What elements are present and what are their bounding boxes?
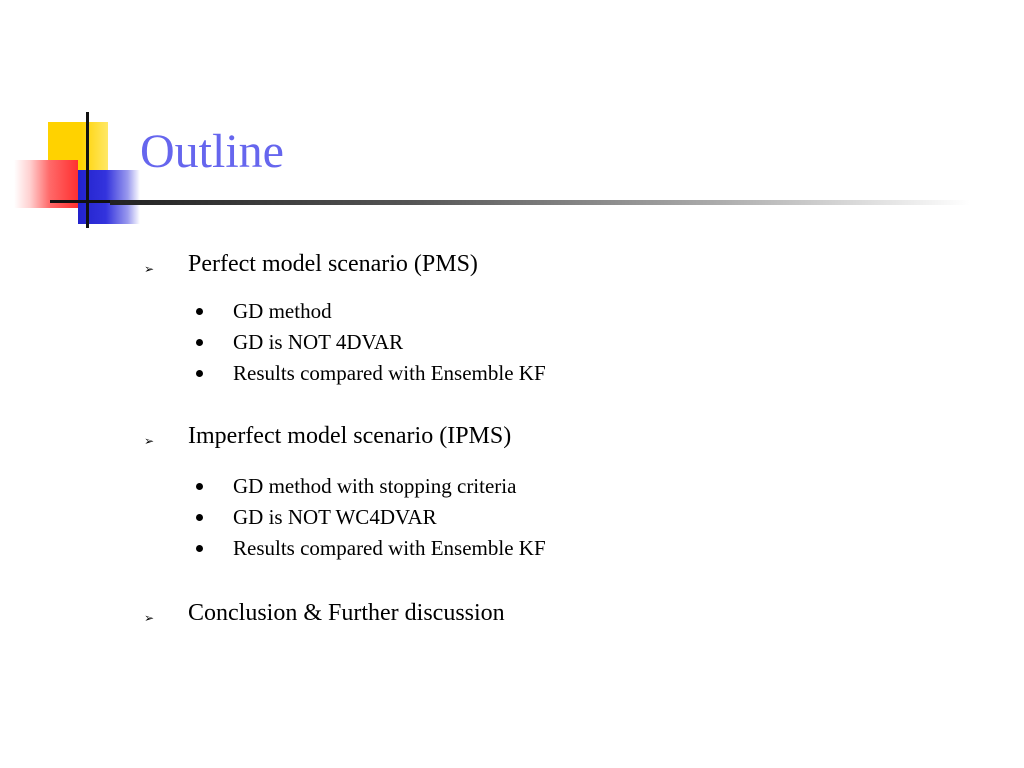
list-item: GD is NOT WC4DVAR xyxy=(233,505,437,529)
arrowhead-icon: ➢ xyxy=(144,611,155,625)
list-item: Results compared with Ensemble KF xyxy=(233,361,546,385)
section-heading: Conclusion & Further discussion xyxy=(188,600,505,626)
list-item: GD method xyxy=(233,299,332,323)
vertical-line-shape xyxy=(86,112,89,228)
bullet-dot-icon xyxy=(196,514,203,521)
section-heading: Perfect model scenario (PMS) xyxy=(188,251,478,277)
bullet-dot-icon xyxy=(196,339,203,346)
title-underline xyxy=(110,200,970,205)
bullet-dot-icon xyxy=(196,483,203,490)
section-heading: Imperfect model scenario (IPMS) xyxy=(188,423,512,449)
slide-title: Outline xyxy=(140,125,284,178)
bullet-dot-icon xyxy=(196,308,203,315)
list-item: GD method with stopping criteria xyxy=(233,474,517,498)
arrowhead-icon: ➢ xyxy=(144,262,155,276)
list-item: Results compared with Ensemble KF xyxy=(233,536,546,560)
bullet-dot-icon xyxy=(196,370,203,377)
arrowhead-icon: ➢ xyxy=(144,434,155,448)
bullet-dot-icon xyxy=(196,545,203,552)
list-item: GD is NOT 4DVAR xyxy=(233,330,404,354)
